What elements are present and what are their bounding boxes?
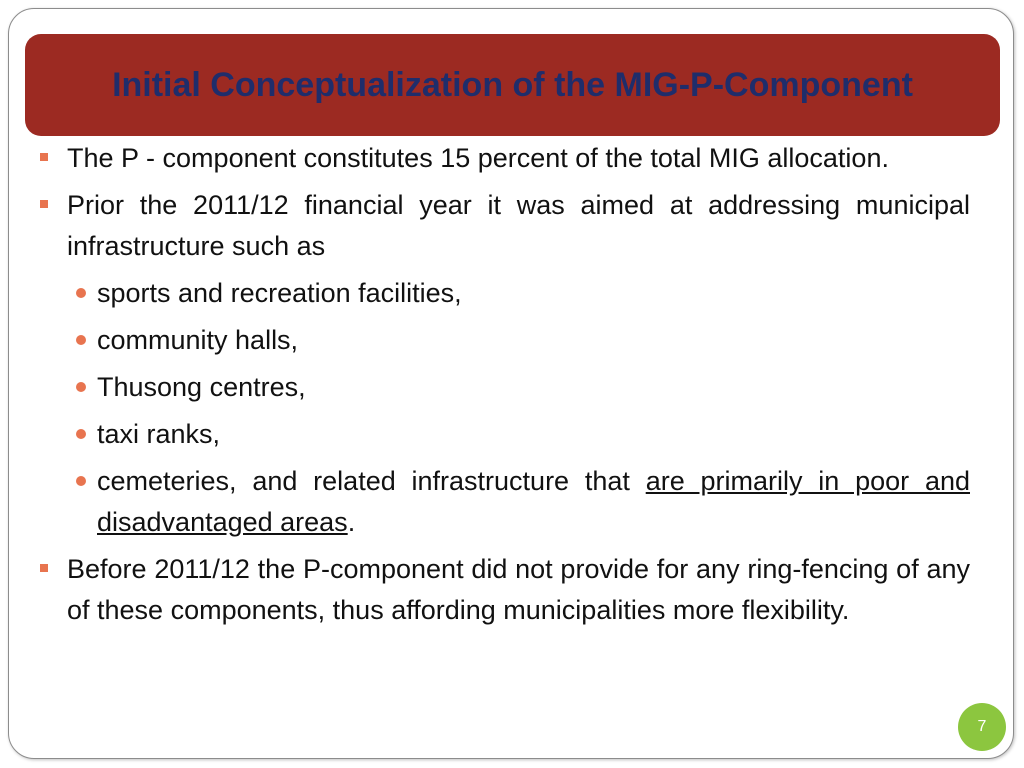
sub-bullet-text: community halls, — [97, 325, 299, 355]
square-bullet-icon — [40, 200, 48, 208]
dot-bullet-icon — [76, 335, 86, 345]
page-number: 7 — [977, 718, 987, 735]
title-bar — [25, 34, 1000, 136]
square-bullet-icon — [40, 153, 48, 161]
slide-content — [40, 138, 970, 637]
bullet-text: The P - component constitutes 15 percent of the total MIG allocation. — [67, 143, 889, 173]
sub-bullet-text: Thusong centres, — [97, 372, 306, 402]
sub-bullet-text-lead: cemeteries, and related infrastructure that — [97, 466, 646, 496]
sub-bullet-item — [40, 367, 970, 408]
sub-bullet-item — [40, 320, 970, 361]
sub-bullet-text-trail: . — [347, 507, 356, 537]
bullet-text: Before 2011/12 the P-component did not provide for any ring-fencing of any of these components, thus affording municipalities more flexibility. — [67, 554, 970, 625]
dot-bullet-icon — [76, 476, 86, 486]
slide-title: Initial Conceptualization of the MIG-P-Component — [112, 65, 913, 104]
bullet-item — [40, 185, 970, 267]
bullet-item — [40, 138, 970, 179]
sub-bullet-text-underlined: are primarily in poor and disadvantaged areas — [97, 466, 970, 537]
square-bullet-icon — [40, 564, 48, 572]
dot-bullet-icon — [76, 382, 86, 392]
dot-bullet-icon — [76, 288, 86, 298]
dot-bullet-icon — [76, 429, 86, 439]
sub-bullet-text: taxi ranks, — [97, 419, 221, 449]
sub-bullet-text: sports and recreation facilities, — [97, 278, 462, 308]
page-number-badge — [958, 703, 1006, 751]
bullet-item — [40, 549, 970, 631]
sub-bullet-item — [40, 461, 970, 543]
bullet-text: Prior the 2011/12 financial year it was aimed at addressing municipal infrastructure such as — [67, 190, 970, 261]
sub-bullet-item — [40, 414, 970, 455]
sub-bullet-item — [40, 273, 970, 314]
